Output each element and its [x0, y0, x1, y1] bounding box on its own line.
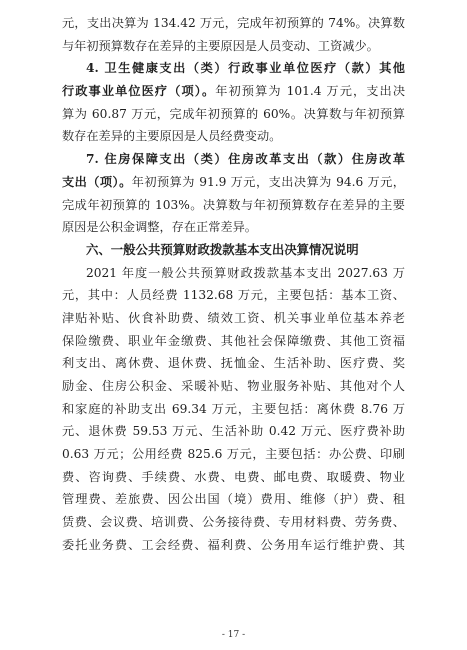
text-line	[62, 398, 405, 421]
text-line	[62, 216, 405, 239]
line-text: 与年初预算数存在差异的主要原因是人员变动、工资减少。	[62, 38, 379, 53]
item-title: 7. 住房保障支出（类）住房改革支出（款）住房改革	[86, 152, 405, 167]
page-number: - 17 -	[221, 630, 246, 640]
text-line	[62, 284, 405, 307]
text-line	[62, 239, 405, 262]
line-text: 赁费、会议费、培训费、公务接待费、专用材料费、劳务费、	[62, 515, 405, 530]
line-text: 委托业务费、工会经费、福利费、公务用车运行维护费、其	[62, 537, 405, 552]
text-line	[62, 57, 405, 80]
body-text	[62, 12, 405, 557]
text-line	[62, 330, 405, 353]
line-text: 元，其中：人员经费 1132.68 万元，主要包括：基本工资、	[62, 288, 405, 303]
item-title: 4. 卫生健康支出（类）行政事业单位医疗（款）其他	[86, 61, 405, 76]
text-line	[62, 443, 405, 466]
text-line	[62, 12, 405, 35]
line-text: 利支出、离休费、退休费、抚恤金、生活补助、医疗费、奖	[62, 356, 405, 371]
text-line	[62, 352, 405, 375]
text-line	[62, 148, 405, 171]
item-title: 支出（项）。	[62, 174, 132, 189]
text-line	[62, 420, 405, 443]
line-text: 年初预算为 91.9 万元，支出决算为 94.6 万元，	[131, 174, 405, 189]
text-line	[62, 125, 405, 148]
line-text: 元、退休费 59.53 万元、生活补助 0.42 万元、医疗费补助	[62, 424, 405, 439]
line-text: 完成年初预算的 103%。决算数与年初预算数存在差异的主要	[62, 197, 405, 212]
text-line	[62, 466, 405, 489]
text-line	[62, 194, 405, 217]
line-text: 和家庭的补助支出 69.34 万元，主要包括：离休费 8.76 万	[62, 401, 405, 416]
line-text: 励金、住房公积金、采暖补贴、物业服务补贴、其他对个人	[62, 379, 405, 393]
item-title: 行政事业单位医疗（项）。	[62, 84, 216, 99]
text-line	[62, 488, 405, 511]
line-text: 年初预算为 101.4 万元，支出决	[215, 84, 405, 99]
text-line	[62, 171, 405, 194]
line-text: 数存在差异的主要原因是人员经费变动。	[62, 129, 282, 144]
line-text: 管理费、差旅费、因公出国（境）费用、维修（护）费、租	[62, 492, 405, 507]
line-text: 0.63 万元；公用经费 825.6 万元，主要包括：办公费、印刷	[62, 447, 405, 462]
line-text: 2021 年度一般公共预算财政拨款基本支出 2027.63 万	[86, 265, 405, 280]
text-line	[62, 80, 405, 103]
line-text: 费、咨询费、手续费、水费、电费、邮电费、取暖费、物业	[62, 469, 405, 484]
line-text: 津贴补贴、伙食补助费、绩效工资、机关事业单位基本养老	[62, 310, 405, 325]
text-line	[62, 511, 405, 534]
line-text: 算为 60.87 万元，完成年初预算的 60%。决算数与年初预算	[62, 106, 405, 121]
line-text: 原因是公积金调整，存在正常差异。	[62, 220, 257, 235]
text-line	[62, 375, 405, 398]
text-line	[62, 103, 405, 126]
text-line	[62, 262, 405, 285]
text-line	[62, 35, 405, 58]
section-heading: 六、一般公共预算财政拨款基本支出决算情况说明	[86, 241, 359, 257]
line-text: 元，支出决算为 134.42 万元，完成年初预算的 74%。决算数	[62, 16, 405, 30]
text-line	[62, 307, 405, 330]
line-text: 保险缴费、职业年金缴费、其他社会保障缴费、其他工资福	[62, 333, 405, 348]
text-line	[62, 534, 405, 557]
